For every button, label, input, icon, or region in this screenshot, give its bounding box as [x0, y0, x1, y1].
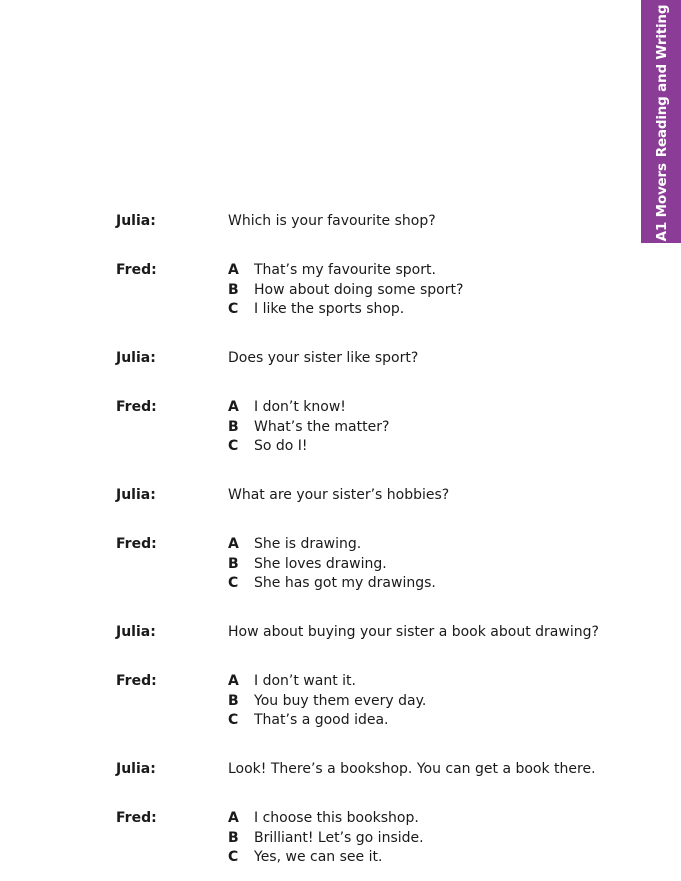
answer-options	[228, 398, 389, 457]
side-tab-level: A1 Movers	[654, 163, 670, 242]
option-letter: A	[228, 399, 239, 415]
option-text: I like the sports shop.	[254, 301, 405, 318]
answer-option[interactable]	[228, 535, 436, 555]
option-letter: A	[228, 536, 239, 552]
option-letter: B	[228, 555, 239, 572]
answer-option[interactable]	[228, 418, 389, 438]
option-text: I choose this bookshop.	[254, 810, 419, 826]
answer-option[interactable]	[228, 300, 463, 320]
option-text: That’s a good idea.	[254, 712, 389, 729]
answer-option[interactable]	[228, 829, 424, 849]
option-letter: A	[228, 262, 239, 278]
option-letter: C	[228, 849, 239, 866]
option-text: She has got my drawings.	[254, 575, 436, 592]
option-text: How about doing some sport?	[254, 281, 464, 298]
option-letter: C	[228, 575, 239, 592]
side-tab-paper: Reading and Writing	[654, 4, 670, 158]
answer-option[interactable]	[228, 281, 463, 301]
option-letter: C	[228, 712, 239, 729]
option-text: So do I!	[254, 438, 308, 455]
answer-options	[228, 261, 463, 320]
julia-line: Does your sister like sport?	[228, 350, 419, 366]
speaker-label: Julia:	[116, 761, 156, 777]
option-text: What’s the matter?	[254, 418, 390, 435]
option-letter: A	[228, 810, 239, 826]
side-tab-label	[654, 5, 670, 242]
julia-line: Look! There’s a bookshop. You can get a book there.	[228, 761, 596, 777]
answer-option[interactable]	[228, 437, 389, 457]
option-text: Yes, we can see it.	[254, 849, 383, 866]
speaker-label: Julia:	[116, 350, 156, 366]
option-text: She is drawing.	[254, 536, 362, 552]
julia-line: What are your sister’s hobbies?	[228, 487, 450, 503]
speaker-label: Fred:	[116, 810, 157, 826]
answer-options	[228, 535, 436, 594]
option-letter: C	[228, 301, 239, 318]
option-letter: B	[228, 692, 239, 709]
answer-option[interactable]	[228, 672, 426, 692]
answer-options	[228, 809, 424, 868]
option-text: I don’t want it.	[254, 673, 356, 689]
speaker-label: Julia:	[116, 624, 156, 640]
option-text: You buy them every day.	[254, 692, 427, 709]
speaker-label: Julia:	[116, 487, 156, 503]
answer-option[interactable]	[228, 711, 426, 731]
answer-option[interactable]	[228, 398, 389, 418]
option-text: That’s my favourite sport.	[254, 262, 436, 278]
option-text: She loves drawing.	[254, 555, 387, 572]
speaker-label: Fred:	[116, 673, 157, 689]
answer-options	[228, 672, 426, 731]
answer-option[interactable]	[228, 692, 426, 712]
speaker-label: Fred:	[116, 262, 157, 278]
speaker-label: Fred:	[116, 399, 157, 415]
option-text: Brilliant! Let’s go inside.	[254, 829, 424, 846]
answer-option[interactable]	[228, 848, 424, 868]
option-text: I don’t know!	[254, 399, 346, 415]
julia-line: How about buying your sister a book about drawing?	[228, 624, 599, 640]
answer-option[interactable]	[228, 809, 424, 829]
speaker-label: Fred:	[116, 536, 157, 552]
option-letter: B	[228, 281, 239, 298]
answer-option[interactable]	[228, 261, 463, 281]
option-letter: C	[228, 438, 239, 455]
option-letter: B	[228, 418, 239, 435]
answer-option[interactable]	[228, 555, 436, 575]
option-letter: A	[228, 673, 239, 689]
answer-option[interactable]	[228, 574, 436, 594]
julia-line: Which is your favourite shop?	[228, 213, 436, 229]
option-letter: B	[228, 829, 239, 846]
section-side-tab	[641, 0, 681, 243]
speaker-label: Julia:	[116, 213, 156, 229]
